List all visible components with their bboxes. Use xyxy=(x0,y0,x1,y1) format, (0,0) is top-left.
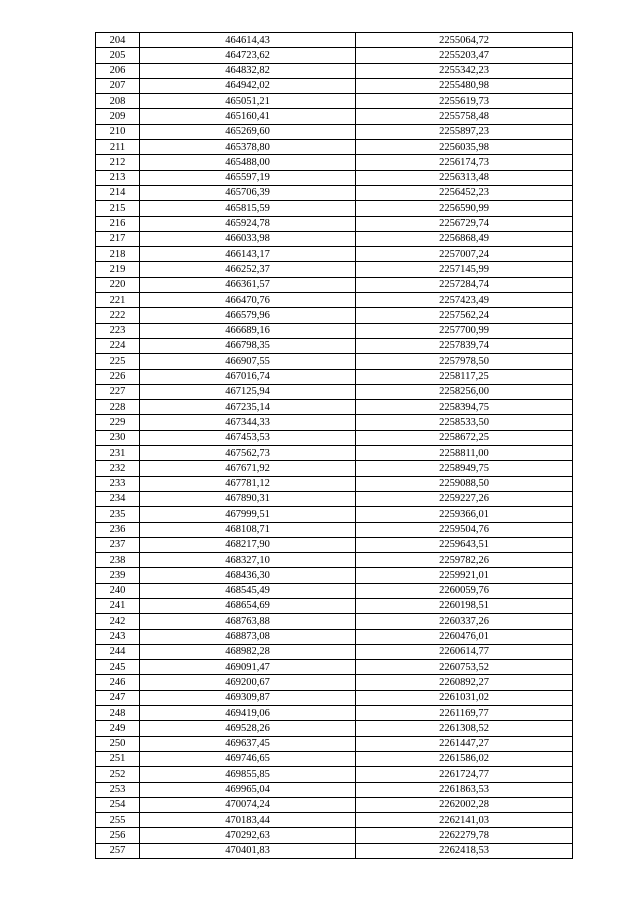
x-coordinate-cell: 466798,35 xyxy=(140,338,356,353)
x-coordinate-cell: 464942,02 xyxy=(140,78,356,93)
x-coordinate-cell: 464832,82 xyxy=(140,63,356,78)
x-coordinate-cell: 469746,65 xyxy=(140,751,356,766)
point-number-cell: 226 xyxy=(96,369,140,384)
point-number-cell: 254 xyxy=(96,797,140,812)
y-coordinate-cell: 2261031,02 xyxy=(356,690,573,705)
x-coordinate-cell: 466907,55 xyxy=(140,354,356,369)
point-number-cell: 230 xyxy=(96,430,140,445)
table-row xyxy=(96,461,573,476)
table-row xyxy=(96,629,573,644)
table-row xyxy=(96,476,573,491)
x-coordinate-cell: 470074,24 xyxy=(140,797,356,812)
table-row xyxy=(96,767,573,782)
table-row xyxy=(96,797,573,812)
table-row xyxy=(96,614,573,629)
x-coordinate-cell: 467890,31 xyxy=(140,491,356,506)
point-number-cell: 240 xyxy=(96,583,140,598)
table-row xyxy=(96,155,573,170)
x-coordinate-cell: 468327,10 xyxy=(140,553,356,568)
y-coordinate-cell: 2261724,77 xyxy=(356,767,573,782)
point-number-cell: 227 xyxy=(96,384,140,399)
x-coordinate-cell: 468108,71 xyxy=(140,522,356,537)
table-row xyxy=(96,94,573,109)
table-row xyxy=(96,491,573,506)
x-coordinate-cell: 470401,83 xyxy=(140,843,356,858)
point-number-cell: 217 xyxy=(96,231,140,246)
x-coordinate-cell: 469965,04 xyxy=(140,782,356,797)
point-number-cell: 231 xyxy=(96,446,140,461)
y-coordinate-cell: 2258672,25 xyxy=(356,430,573,445)
x-coordinate-cell: 466579,96 xyxy=(140,308,356,323)
y-coordinate-cell: 2255480,98 xyxy=(356,78,573,93)
table-row xyxy=(96,216,573,231)
y-coordinate-cell: 2261586,02 xyxy=(356,751,573,766)
y-coordinate-cell: 2260753,52 xyxy=(356,660,573,675)
x-coordinate-cell: 470183,44 xyxy=(140,813,356,828)
y-coordinate-cell: 2259782,26 xyxy=(356,553,573,568)
x-coordinate-cell: 467781,12 xyxy=(140,476,356,491)
y-coordinate-cell: 2260198,51 xyxy=(356,598,573,613)
x-coordinate-cell: 468654,69 xyxy=(140,598,356,613)
x-coordinate-cell: 468982,28 xyxy=(140,644,356,659)
table-row xyxy=(96,675,573,690)
table-row xyxy=(96,430,573,445)
table-row xyxy=(96,751,573,766)
y-coordinate-cell: 2257007,24 xyxy=(356,247,573,262)
point-number-cell: 255 xyxy=(96,813,140,828)
table-row xyxy=(96,446,573,461)
y-coordinate-cell: 2259643,51 xyxy=(356,537,573,552)
point-number-cell: 249 xyxy=(96,721,140,736)
point-number-cell: 204 xyxy=(96,33,140,48)
x-coordinate-cell: 467125,94 xyxy=(140,384,356,399)
point-number-cell: 251 xyxy=(96,751,140,766)
table-row xyxy=(96,782,573,797)
table-row xyxy=(96,277,573,292)
point-number-cell: 214 xyxy=(96,185,140,200)
x-coordinate-cell: 468763,88 xyxy=(140,614,356,629)
y-coordinate-cell: 2259504,76 xyxy=(356,522,573,537)
point-number-cell: 252 xyxy=(96,767,140,782)
table-row xyxy=(96,338,573,353)
y-coordinate-cell: 2257839,74 xyxy=(356,338,573,353)
point-number-cell: 243 xyxy=(96,629,140,644)
table-row xyxy=(96,384,573,399)
y-coordinate-cell: 2257145,99 xyxy=(356,262,573,277)
x-coordinate-cell: 465378,80 xyxy=(140,140,356,155)
y-coordinate-cell: 2259921,01 xyxy=(356,568,573,583)
y-coordinate-cell: 2255064,72 xyxy=(356,33,573,48)
x-coordinate-cell: 465597,19 xyxy=(140,170,356,185)
y-coordinate-cell: 2256313,48 xyxy=(356,170,573,185)
point-number-cell: 224 xyxy=(96,338,140,353)
table-row xyxy=(96,721,573,736)
point-number-cell: 208 xyxy=(96,94,140,109)
point-number-cell: 221 xyxy=(96,293,140,308)
point-number-cell: 253 xyxy=(96,782,140,797)
x-coordinate-cell: 467999,51 xyxy=(140,507,356,522)
table-row xyxy=(96,598,573,613)
point-number-cell: 234 xyxy=(96,491,140,506)
point-number-cell: 210 xyxy=(96,124,140,139)
table-row xyxy=(96,507,573,522)
point-number-cell: 228 xyxy=(96,400,140,415)
point-number-cell: 241 xyxy=(96,598,140,613)
y-coordinate-cell: 2260337,26 xyxy=(356,614,573,629)
point-number-cell: 229 xyxy=(96,415,140,430)
y-coordinate-cell: 2261863,53 xyxy=(356,782,573,797)
x-coordinate-cell: 468217,90 xyxy=(140,537,356,552)
table-row xyxy=(96,660,573,675)
point-number-cell: 206 xyxy=(96,63,140,78)
y-coordinate-cell: 2256452,23 xyxy=(356,185,573,200)
y-coordinate-cell: 2258117,25 xyxy=(356,369,573,384)
x-coordinate-cell: 469419,06 xyxy=(140,706,356,721)
table-row xyxy=(96,644,573,659)
y-coordinate-cell: 2259366,01 xyxy=(356,507,573,522)
y-coordinate-cell: 2258949,75 xyxy=(356,461,573,476)
point-number-cell: 223 xyxy=(96,323,140,338)
point-number-cell: 250 xyxy=(96,736,140,751)
point-number-cell: 242 xyxy=(96,614,140,629)
x-coordinate-cell: 467562,73 xyxy=(140,446,356,461)
x-coordinate-cell: 466143,17 xyxy=(140,247,356,262)
x-coordinate-cell: 465160,41 xyxy=(140,109,356,124)
x-coordinate-cell: 464614,43 xyxy=(140,33,356,48)
table-row xyxy=(96,247,573,262)
x-coordinate-cell: 469091,47 xyxy=(140,660,356,675)
y-coordinate-cell: 2256174,73 xyxy=(356,155,573,170)
y-coordinate-cell: 2258533,50 xyxy=(356,415,573,430)
y-coordinate-cell: 2260614,77 xyxy=(356,644,573,659)
point-number-cell: 232 xyxy=(96,461,140,476)
table-row xyxy=(96,231,573,246)
table-row xyxy=(96,522,573,537)
y-coordinate-cell: 2259088,50 xyxy=(356,476,573,491)
x-coordinate-cell: 468873,08 xyxy=(140,629,356,644)
point-number-cell: 218 xyxy=(96,247,140,262)
table-row xyxy=(96,415,573,430)
y-coordinate-cell: 2255758,48 xyxy=(356,109,573,124)
x-coordinate-cell: 469200,67 xyxy=(140,675,356,690)
point-number-cell: 225 xyxy=(96,354,140,369)
y-coordinate-cell: 2257423,49 xyxy=(356,293,573,308)
table-row xyxy=(96,63,573,78)
point-number-cell: 235 xyxy=(96,507,140,522)
x-coordinate-cell: 465924,78 xyxy=(140,216,356,231)
table-row xyxy=(96,293,573,308)
y-coordinate-cell: 2259227,26 xyxy=(356,491,573,506)
point-number-cell: 211 xyxy=(96,140,140,155)
point-number-cell: 219 xyxy=(96,262,140,277)
x-coordinate-cell: 465051,21 xyxy=(140,94,356,109)
table-row xyxy=(96,323,573,338)
x-coordinate-cell: 469855,85 xyxy=(140,767,356,782)
x-coordinate-cell: 467235,14 xyxy=(140,400,356,415)
x-coordinate-cell: 466689,16 xyxy=(140,323,356,338)
point-number-cell: 257 xyxy=(96,843,140,858)
table-row xyxy=(96,262,573,277)
table-row xyxy=(96,33,573,48)
y-coordinate-cell: 2258394,75 xyxy=(356,400,573,415)
y-coordinate-cell: 2261447,27 xyxy=(356,736,573,751)
point-number-cell: 220 xyxy=(96,277,140,292)
point-number-cell: 248 xyxy=(96,706,140,721)
point-number-cell: 237 xyxy=(96,537,140,552)
y-coordinate-cell: 2256729,74 xyxy=(356,216,573,231)
y-coordinate-cell: 2255897,23 xyxy=(356,124,573,139)
x-coordinate-cell: 465488,00 xyxy=(140,155,356,170)
y-coordinate-cell: 2256868,49 xyxy=(356,231,573,246)
y-coordinate-cell: 2257700,99 xyxy=(356,323,573,338)
table-row xyxy=(96,553,573,568)
y-coordinate-cell: 2258811,00 xyxy=(356,446,573,461)
y-coordinate-cell: 2255619,73 xyxy=(356,94,573,109)
table-row xyxy=(96,706,573,721)
table-row xyxy=(96,690,573,705)
y-coordinate-cell: 2261169,77 xyxy=(356,706,573,721)
point-number-cell: 238 xyxy=(96,553,140,568)
y-coordinate-cell: 2257978,50 xyxy=(356,354,573,369)
y-coordinate-cell: 2262418,53 xyxy=(356,843,573,858)
point-number-cell: 236 xyxy=(96,522,140,537)
table-row xyxy=(96,568,573,583)
x-coordinate-cell: 469637,45 xyxy=(140,736,356,751)
table-row xyxy=(96,400,573,415)
x-coordinate-cell: 464723,62 xyxy=(140,48,356,63)
table-row xyxy=(96,308,573,323)
table-row xyxy=(96,140,573,155)
x-coordinate-cell: 465269,60 xyxy=(140,124,356,139)
point-number-cell: 216 xyxy=(96,216,140,231)
table-row xyxy=(96,201,573,216)
y-coordinate-cell: 2262141,03 xyxy=(356,813,573,828)
x-coordinate-cell: 465706,39 xyxy=(140,185,356,200)
point-number-cell: 222 xyxy=(96,308,140,323)
point-number-cell: 205 xyxy=(96,48,140,63)
table-row xyxy=(96,354,573,369)
table-row xyxy=(96,537,573,552)
table-row xyxy=(96,369,573,384)
y-coordinate-cell: 2260059,76 xyxy=(356,583,573,598)
x-coordinate-cell: 469528,26 xyxy=(140,721,356,736)
point-number-cell: 244 xyxy=(96,644,140,659)
point-number-cell: 213 xyxy=(96,170,140,185)
x-coordinate-cell: 466033,98 xyxy=(140,231,356,246)
point-number-cell: 233 xyxy=(96,476,140,491)
x-coordinate-cell: 466470,76 xyxy=(140,293,356,308)
x-coordinate-cell: 468545,49 xyxy=(140,583,356,598)
y-coordinate-cell: 2255203,47 xyxy=(356,48,573,63)
y-coordinate-cell: 2262279,78 xyxy=(356,828,573,843)
point-number-cell: 215 xyxy=(96,201,140,216)
point-number-cell: 239 xyxy=(96,568,140,583)
y-coordinate-cell: 2255342,23 xyxy=(356,63,573,78)
y-coordinate-cell: 2257284,74 xyxy=(356,277,573,292)
x-coordinate-cell: 467016,74 xyxy=(140,369,356,384)
table-row xyxy=(96,124,573,139)
y-coordinate-cell: 2256590,99 xyxy=(356,201,573,216)
table-row xyxy=(96,109,573,124)
point-number-cell: 256 xyxy=(96,828,140,843)
x-coordinate-cell: 466361,57 xyxy=(140,277,356,292)
y-coordinate-cell: 2258256,00 xyxy=(356,384,573,399)
table-row xyxy=(96,813,573,828)
table-row xyxy=(96,736,573,751)
y-coordinate-cell: 2262002,28 xyxy=(356,797,573,812)
point-number-cell: 209 xyxy=(96,109,140,124)
x-coordinate-cell: 465815,59 xyxy=(140,201,356,216)
point-number-cell: 247 xyxy=(96,690,140,705)
x-coordinate-cell: 470292,63 xyxy=(140,828,356,843)
x-coordinate-cell: 468436,30 xyxy=(140,568,356,583)
x-coordinate-cell: 469309,87 xyxy=(140,690,356,705)
y-coordinate-cell: 2260476,01 xyxy=(356,629,573,644)
point-number-cell: 212 xyxy=(96,155,140,170)
table-row xyxy=(96,583,573,598)
y-coordinate-cell: 2261308,52 xyxy=(356,721,573,736)
point-number-cell: 207 xyxy=(96,78,140,93)
table-row xyxy=(96,78,573,93)
table-row xyxy=(96,828,573,843)
x-coordinate-cell: 467671,92 xyxy=(140,461,356,476)
x-coordinate-cell: 467453,53 xyxy=(140,430,356,445)
y-coordinate-cell: 2257562,24 xyxy=(356,308,573,323)
table-row xyxy=(96,48,573,63)
table-row xyxy=(96,170,573,185)
y-coordinate-cell: 2256035,98 xyxy=(356,140,573,155)
coordinates-table-body xyxy=(96,33,573,859)
point-number-cell: 246 xyxy=(96,675,140,690)
coordinates-table xyxy=(95,32,573,859)
x-coordinate-cell: 466252,37 xyxy=(140,262,356,277)
y-coordinate-cell: 2260892,27 xyxy=(356,675,573,690)
table-row xyxy=(96,185,573,200)
table-row xyxy=(96,843,573,858)
point-number-cell: 245 xyxy=(96,660,140,675)
x-coordinate-cell: 467344,33 xyxy=(140,415,356,430)
